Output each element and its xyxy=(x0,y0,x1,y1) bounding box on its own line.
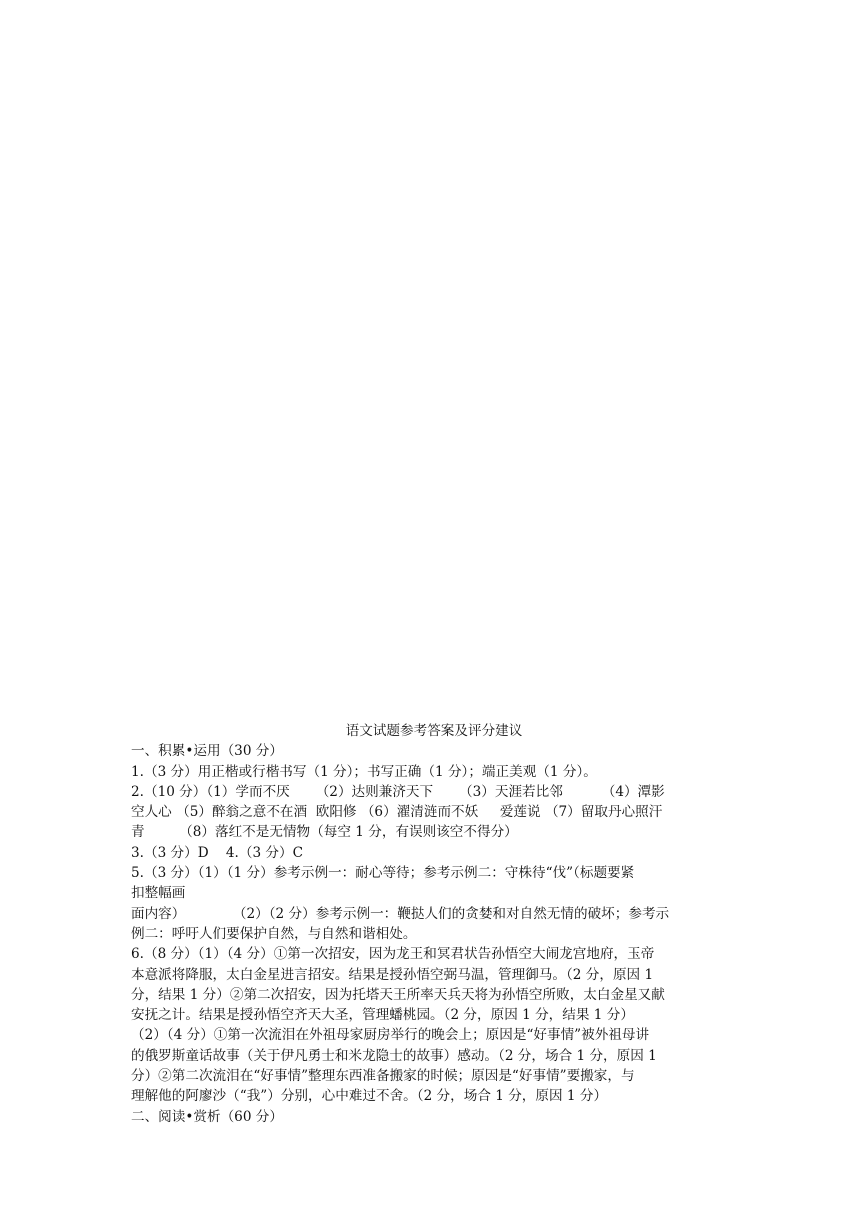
answer-line: 安抚之计。结果是授孙悟空齐天大圣，管理蟠桃园。（2 分，原因 1 分，结果 1 分） xyxy=(131,1007,634,1024)
answer-line: 本意派将降服，太白金星进言招安。结果是授孙悟空弼马温，管理御马。（2 分，原因 1 xyxy=(131,966,654,983)
answer-line: 5.（3 分）（1）（1 分）参考示例一：耐心等待；参考示例二：守株待“伐”（标题要紧 xyxy=(131,865,635,882)
answer-line: 分，结果 1 分）②第二次招安，因为托塔天王所率天兵天将为孙悟空所败，太白金星又献 xyxy=(131,986,665,1003)
answer-line: 3.（3 分）D 4.（3 分）C xyxy=(131,844,304,861)
answer-line: 空人心 （5）醉翁之意不在酒 欧阳修 （6）濯清涟而不妖 爱莲说 （7）留取丹心照汗 xyxy=(131,804,663,821)
section-heading-1: 一、积累•运用（30 分） xyxy=(131,743,283,760)
answer-document xyxy=(131,721,737,1127)
answer-line: 1.（3 分）用正楷或行楷书写（1 分）；书写正确（1 分）；端正美观（1 分）。 xyxy=(131,763,597,780)
answer-line: 例二：呼吁人们要保护自然，与自然和谐相处。 xyxy=(131,925,417,942)
answer-line: 的俄罗斯童话故事（关于伊凡勇士和米龙隐士的故事）感动。（2 分，场合 1 分，原因 1 xyxy=(131,1047,657,1064)
document-title: 语文试题参考答案及评分建议 xyxy=(345,723,523,739)
answer-line: 青 （8）落红不是无情物（每空 1 分，有误则该空不得分） xyxy=(131,824,518,841)
answer-line: 2.（10 分）（1）学而不厌 （2）达则兼济天下 （3）天涯若比邻 （4）潭影 xyxy=(131,783,665,800)
answer-line: （2）（4 分）①第一次流泪在外祖母家厨房举行的晚会上；原因是“好事情”被外祖母讲 xyxy=(131,1027,650,1044)
answer-line: 6.（8 分）（1）（4 分）①第一次招安，因为龙王和冥君状告孙悟空大闹龙宫地府，玉帝 xyxy=(131,946,655,963)
answer-line: 扣整幅画 xyxy=(131,885,186,902)
answer-line: 分）②第二次流泪在“好事情”整理东西准备搬家的时候；原因是“好事情”要搬家，与 xyxy=(131,1068,635,1085)
answer-line: 面内容） （2）（2 分）参考示例一：鞭挞人们的贪婪和对自然无情的破坏；参考示 xyxy=(131,905,670,922)
answer-line: 理解他的阿廖沙（“我”）分别，心中难过不舍。（2 分，场合 1 分，原因 1 分） xyxy=(131,1088,608,1105)
section-heading-2: 二、阅读•赏析（60 分） xyxy=(131,1108,283,1125)
